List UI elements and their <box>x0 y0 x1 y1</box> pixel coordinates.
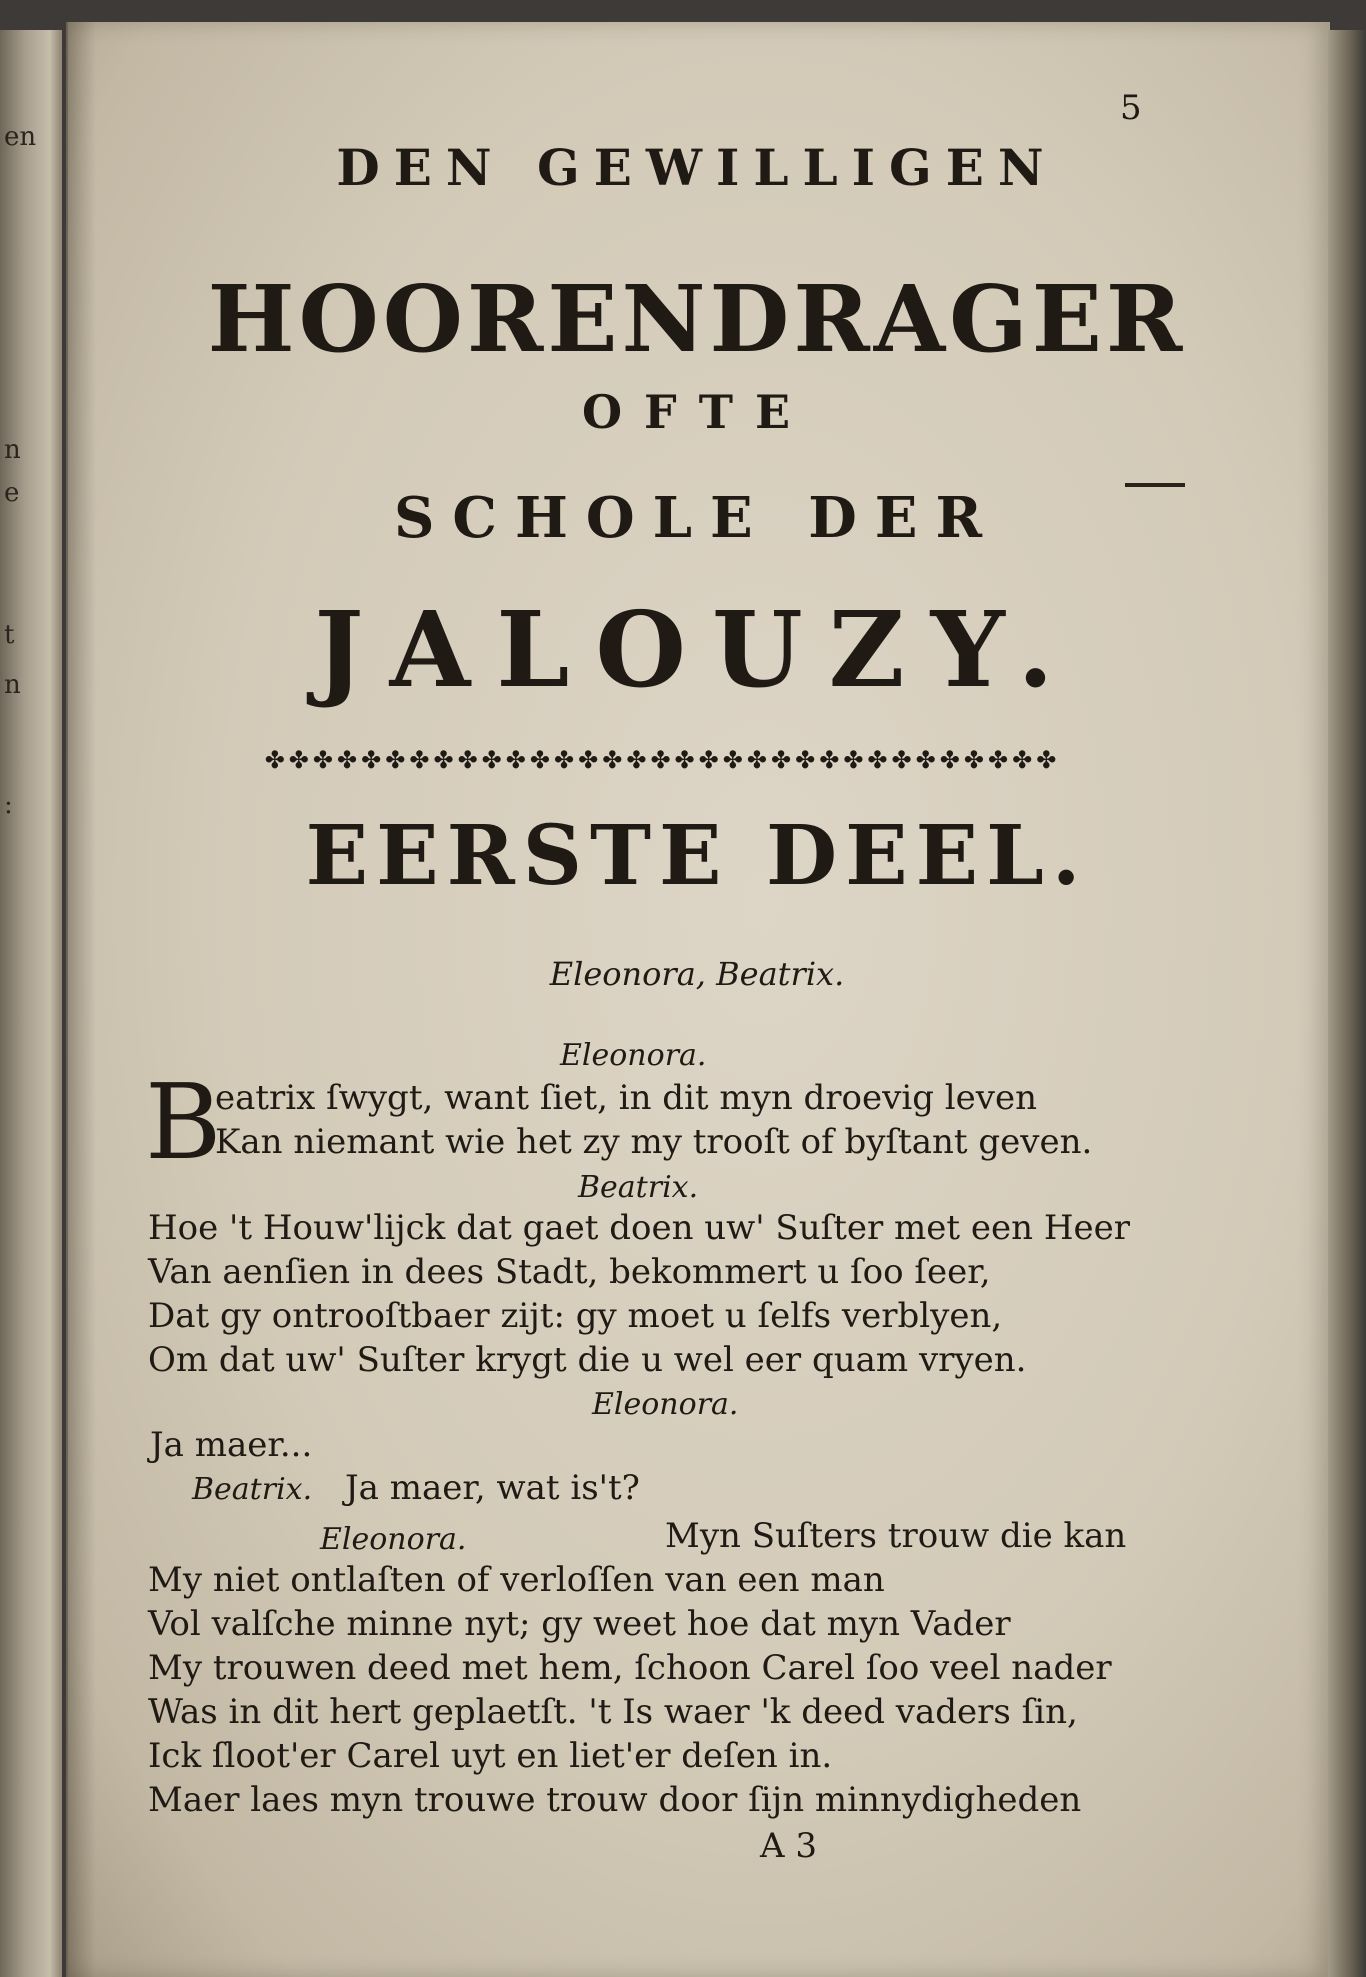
title-line-1: DEN GEWILLIGEN <box>336 138 1058 197</box>
verse-line: Vol valſche minne nyt; gy weet hoe dat myn Vader <box>148 1604 1011 1644</box>
drop-cap: B <box>145 1061 222 1183</box>
signature-mark: A 3 <box>760 1826 817 1866</box>
speaker-label: Beatrix. <box>192 1472 313 1507</box>
left-page-fragment: en <box>4 122 37 152</box>
speaker-label: Eleonora. <box>320 1522 467 1557</box>
verse-line: My niet ontlaſten of verloſſen van een man <box>148 1560 885 1600</box>
ornament-divider: ✤✤✤✤✤✤✤✤✤✤✤✤✤✤✤✤✤✤✤✤✤✤✤✤✤✤✤✤✤✤✤✤✤ <box>264 746 1061 774</box>
verse-line: Ick ſloot'er Carel uyt en liet'er deſen in. <box>148 1736 833 1776</box>
characters-list: Eleonora, Beatrix. <box>549 955 845 993</box>
title-line-3: OFTE <box>581 385 813 439</box>
verse-line: eatrix ſwygt, want ſiet, in dit myn droevig leven <box>215 1078 1038 1118</box>
verse-line: Dat gy ontrooſtbaer zijt: gy moet u ſelfs verblyen, <box>148 1296 1003 1336</box>
speaker-label: Eleonora. <box>560 1038 707 1073</box>
title-line-2: HOORENDRAGER <box>207 265 1187 373</box>
left-page-fragment: t <box>4 620 15 650</box>
left-page-fragment: e <box>4 478 20 508</box>
title-line-4: SCHOLE DER <box>393 485 1001 551</box>
left-page-fragment: : <box>4 790 13 820</box>
verse-line: Hoe 't Houw'lijck dat gaet doen uw' Suſter met een Heer <box>148 1208 1130 1248</box>
left-page-edge <box>0 30 62 1977</box>
verse-line: Ja maer... <box>150 1425 313 1465</box>
verse-line: Was in dit hert geplaetſt. 't Is waer 'k deed vaders ſin, <box>148 1692 1078 1732</box>
verse-line: Ja maer, wat is't? <box>345 1468 640 1508</box>
title-line-5: JALOUZY. <box>314 588 1080 711</box>
speaker-label: Beatrix. <box>578 1170 699 1205</box>
left-page-fragment: n <box>4 670 21 700</box>
left-page-fragment: n <box>4 435 21 465</box>
part-heading: EERSTE DEEL. <box>305 808 1089 904</box>
verse-line: Maer laes myn trouwe trouw door ſijn minnydigheden <box>148 1780 1082 1820</box>
page-edge <box>1328 30 1366 1977</box>
speaker-label: Eleonora. <box>592 1387 739 1422</box>
verse-line: My trouwen deed met hem, ſchoon Carel ſoo veel nader <box>148 1648 1112 1688</box>
verse-line: Myn Suſters trouw die kan <box>665 1516 1127 1556</box>
verse-line: Kan niemant wie het zy my trooſt of byſtant geven. <box>215 1122 1093 1162</box>
page-number: 5 <box>1120 88 1142 128</box>
verse-line: Van aenſien in dees Stadt, bekommert u ſoo ſeer, <box>148 1252 991 1292</box>
verse-line: Om dat uw' Suſter krygt die u wel eer quam vryen. <box>148 1340 1027 1380</box>
